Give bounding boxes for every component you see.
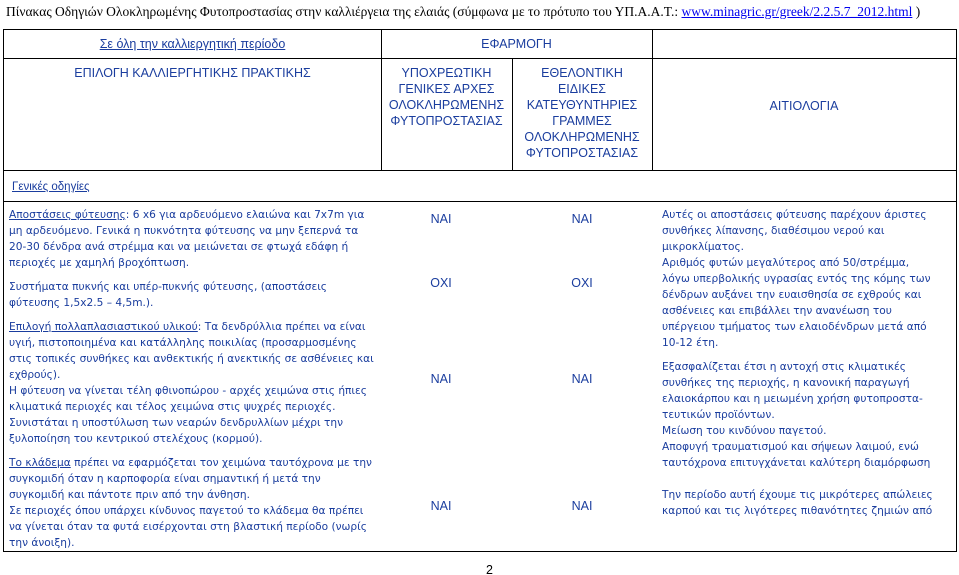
ministry-link[interactable]: www.minagric.gr/greek/2.2.5.7_2012.html	[681, 4, 913, 19]
voluntary-header: ΕΘΕΛΟΝΤΙΚΗ ΕΙΔΙΚΕΣ ΚΑΤΕΥΘΥΝΤΗΡΙΕΣ ΓΡΑΜΜΕΣ ΟΛΟΚΛΗΡΩΜΕΝΗΣ ΦΥΤΟΠΡΟΣΤΑΣΙΑΣ	[524, 66, 640, 160]
row-divider	[4, 201, 956, 202]
row-divider	[4, 58, 956, 59]
answer-mandatory-spacing: ΝΑΙ	[430, 212, 452, 226]
practice-spacing: Αποστάσεις φύτευσης: 6 x6 για αρδευόμενο ελαιώνα και 7x7m για	[9, 209, 365, 221]
header-title: Πίνακας Οδηγιών Ολοκληρωμένης Φυτοπροστασίας στην καλλιέργεια της ελαιάς (σύμφωνα με το πρότυπο του ΥΠ.Α.Α.Τ.:	[6, 4, 679, 19]
reason-header: ΑΙΤΙΟΛΟΓΙΑ	[769, 99, 839, 113]
reason-plant-material: Εξασφαλίζεται έτσι η αντοχή στις κλιματικές	[662, 361, 906, 373]
section-title: Γενικές οδηγίες	[12, 181, 90, 193]
practice-text: Αποστάσεις φύτευσης: 6 x6 για αρδευόμενο ελαιώνα και 7x7m για μη αρδευόμενο. Γενικά η πυκνότητα φύτευσης να μην ξεπερνά τα 20-30 δένδρα ανά στρέμμα και να μειώνεται σε φτωχά εδάφη ή περιοχές με χαμηλή βροχόπτωση. Συστήματα πυκνής και υπέρ-πυκνής φύτευσης, (αποστάσεις φύτευσης 1,5x2.5 – 4,5m.). Επιλογή πολλαπλασιαστικού υλικού: Τα δενδρύλλια πρέπει να είναι υγιή, πιστοποιημένα και κατάλληλης ποικιλίας (προσαρμοσμένης στις τοπικές συνθήκες και ανθεκτικής ή ανεκτικής σε ασθένειες και εχθρούς). Η φύτευση να γίνεται τέλη φθινοπώρου - αρχές χειμώνα στις ήπιες κλιματικά περιοχές και τέλος χειμώνα στις ψυχρές περιοχές. Συνιστάται η υποστύλωση των νεαρών δενδρυλλίων μέχρι την ξυλοποίηση του κεντρικού στελέχους (κορμού). Το κλάδεμα πρέπει να εφαρμόζεται τον χειμώνα ταυτόχρονα με την συγκομιδή όταν η καρποφορία είναι σημαντική ή μετά την συγκομιδή και πάντοτε πριν από την άνθηση. Σε περιοχές όπου υπάρχει κίνδυνος παγετού το κλάδεμα θα πρέπει να γίνεται όταν τα φυτά εισέρχονται στη βλαστική περίοδο (νωρίς την άνοιξη).	[9, 207, 381, 551]
answer-voluntary-dense: ΟΧΙ	[571, 276, 593, 290]
practice-header: ΕΠΙΛΟΓΗ ΚΑΛΛΙΕΡΓΗΤΙΚΗΣ ΠΡΑΚΤΙΚΗΣ	[74, 66, 311, 80]
reason-spacing: Αυτές οι αποστάσεις φύτευσης παρέχουν άριστες	[662, 209, 927, 221]
guidelines-table	[3, 29, 957, 552]
practice-plant-material: Επιλογή πολλαπλασιαστικού υλικού: Τα δενδρύλλια πρέπει να είναι	[9, 321, 366, 333]
page-number: 2	[486, 563, 493, 575]
answer-mandatory-pruning: ΝΑΙ	[430, 499, 452, 513]
reason-text: Αυτές οι αποστάσεις φύτευσης παρέχουν άριστες συνθήκες λίπανσης, διαθέσιμου νερού και μικροκλίματος. Αριθμός φυτών μεγαλύτερος από 50/στρέμμα, λόγω υπερβολικής υγρασίας εντός της κόμης των δένδρων αυξάνει την ευαισθησία σε εχθρούς και ασθένειες και επιβάλλει την ανανέωση του υπέργειου τμήματος των ελαιοδένδρων μετά από 10-12 έτη. Εξασφαλίζεται έτσι η αντοχή στις κλιματικές συνθήκες της περιοχής, η κανονική παραγωγή ελαιοκάρπου και η μειωμένη χρήση φυτοπροστα- τευτικών προϊόντων. Μείωση του κινδύνου παγετού. Αποφυγή τραυματισμού και σήψεων λαιμού, ενώ ταυτόχρονα επιτυγχάνεται καλύτερη διαμόρφωση	[662, 207, 956, 471]
answer-mandatory-dense: ΟΧΙ	[430, 276, 452, 290]
reason-pruning: Την περίοδο αυτή έχουμε τις μικρότερες απώλειες καρπού και τις λιγότερες πιθανότητες ζημιών από	[662, 489, 933, 517]
practice-dense-planting: Συστήματα πυκνής και υπέρ-πυκνής φύτευσης, (αποστάσεις	[9, 281, 328, 293]
answer-voluntary-material: ΝΑΙ	[571, 372, 593, 386]
header-suffix: )	[915, 4, 921, 19]
mandatory-header: ΥΠΟΧΡΕΩΤΙΚΗ ΓΕΝΙΚΕΣ ΑΡΧΕΣ ΟΛΟΚΛΗΡΩΜΕΝΗΣ ΦΥΤΟΠΡΟΣΤΑΣΙΑΣ	[388, 66, 505, 128]
application-header: ΕΦΑΡΜΟΓΗ	[481, 37, 552, 51]
period-header: Σε όλη την καλλιεργητική περίοδο	[99, 37, 286, 51]
answer-mandatory-material: ΝΑΙ	[430, 372, 452, 386]
answer-voluntary-pruning: ΝΑΙ	[571, 499, 593, 513]
row-divider	[4, 170, 956, 171]
document-header	[6, 4, 956, 20]
practice-pruning: Το κλάδεμα πρέπει να εφαρμόζεται τον χειμώνα ταυτόχρονα με την	[9, 457, 372, 469]
answer-voluntary-spacing: ΝΑΙ	[571, 212, 593, 226]
